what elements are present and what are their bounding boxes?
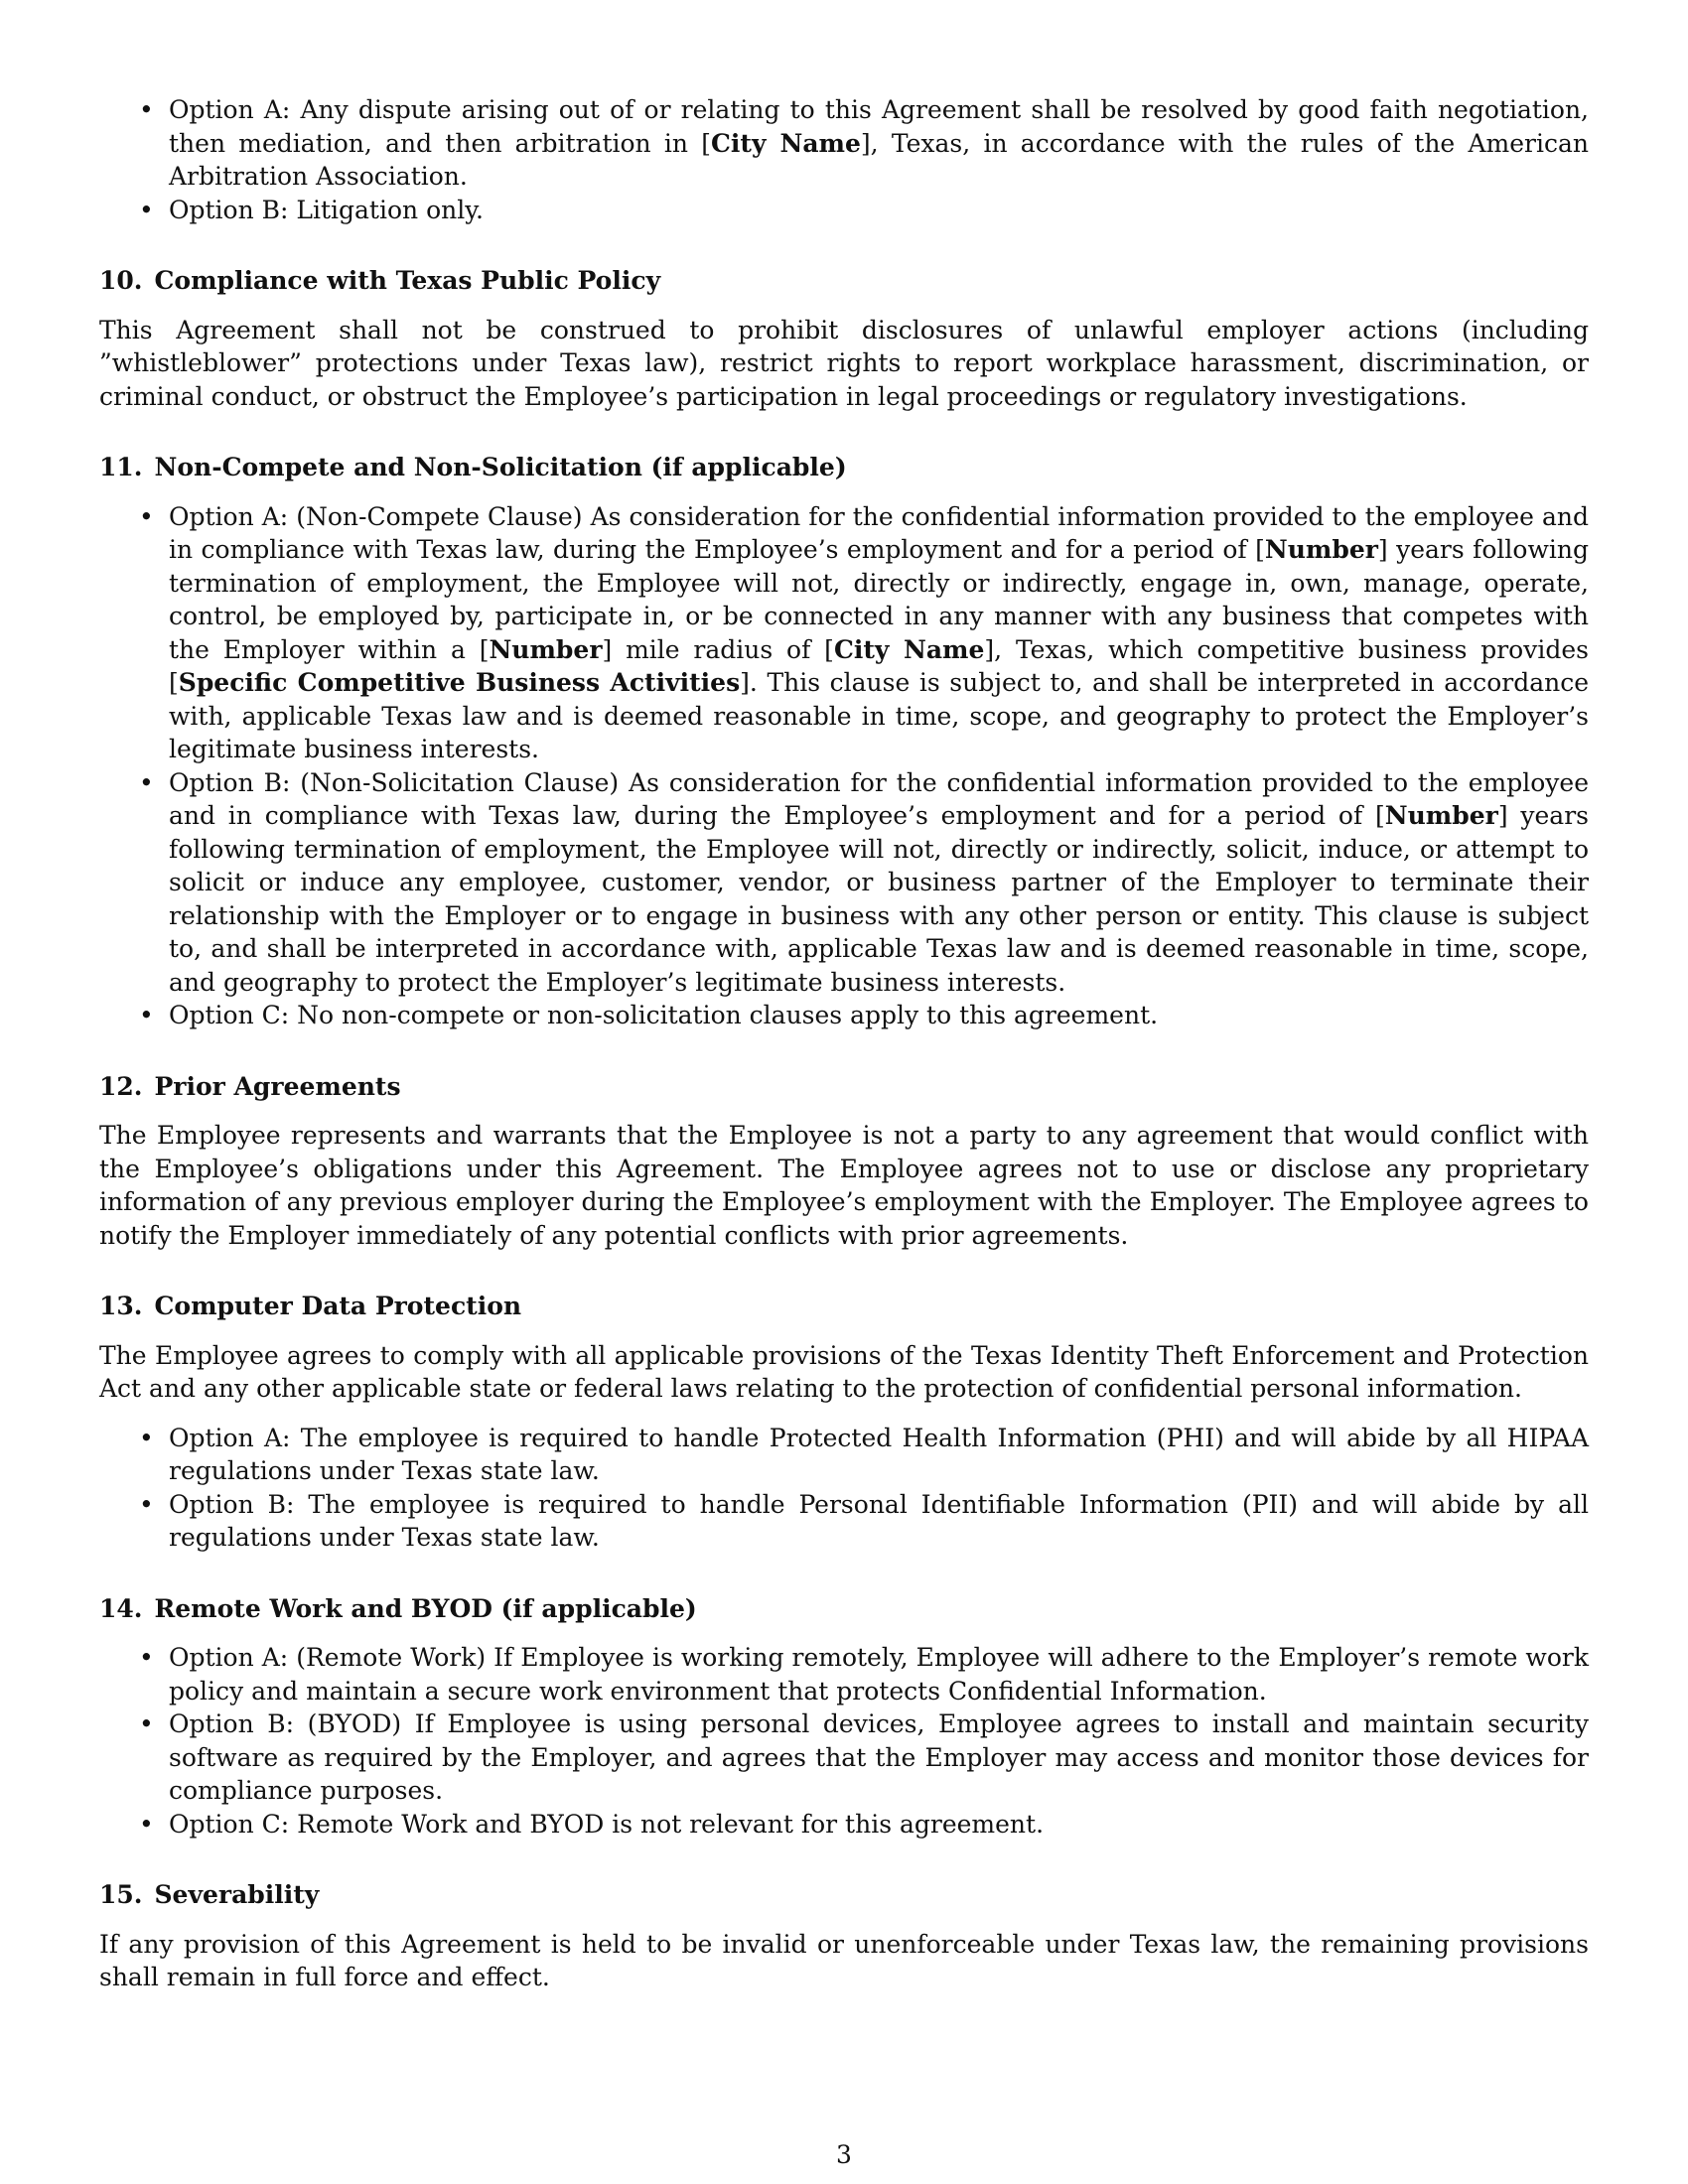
text-run: Option C: No non-compete or non-solicitation clauses apply to this agreement. (169, 1001, 1159, 1029)
text-run: ] years following termination of employment, the Employee will not, directly or indirectly, solicit, induce, or attempt to solicit or induce any employee, customer, vendor, or business partner of the Employer to terminate their relationship with the Employer or to engage in business with any other person or entity. This clause is subject to, and shall be interpreted in accordance with, applicable Texas law and is deemed reasonable in time, scope, and geography to protect the Employer’s legitimate business interests. (169, 801, 1589, 997)
section-number: 11. (99, 453, 143, 481)
text-run: Option A: (Remote Work) If Employee is working remotely, Employee will adhere to the Employer’s remote work policy and maintain a secure work environment that protects Confidential Information. (169, 1643, 1589, 1706)
text-run: ], Texas, in accordance with the rules of the American Arbitration Association. (169, 128, 1589, 191)
section-title: Computer Data Protection (154, 1292, 522, 1320)
text-run: Option B: Litigation only. (169, 195, 484, 224)
section-title: Non-Compete and Non-Solicitation (if applicable) (154, 453, 847, 481)
section-13-body: The Employee agrees to comply with all applicable provisions of the Texas Identity Theft Enforcement and Protection Act and any other applicable state or federal laws relating to the protection of confidential personal information. (99, 1340, 1589, 1403)
list-item (169, 766, 1589, 1000)
section-number: 12. (99, 1071, 143, 1101)
section-heading-14 (99, 1592, 1589, 1626)
section-number: 10. (99, 266, 143, 295)
section-number: 15. (99, 1880, 143, 1909)
list-item (169, 1808, 1589, 1842)
text-run: Option A: Any dispute arising out of or relating to this Agreement shall be resolved by good faith negotiation, then mediation, and then arbitration in [ (169, 95, 1589, 158)
text-run: Option A: (Non-Compete Clause) As consideration for the confidential information provided to the employee and in compliance with Texas law, during the Employee’s employment and for a period of [ (169, 501, 1589, 564)
text-run: ]. This clause is subject to, and shall be interpreted in accordance with, applicable Texas law and is deemed reasonable in time, scope, and geography to protect the Employer’s legitimate business interests. (169, 668, 1589, 763)
text-run: Option B: (Non-Solicitation Clause) As consideration for the confidential information provided to the employee and in compliance with Texas law, during the Employee’s employment and for a period of [ (169, 767, 1589, 830)
placeholder-number: Number (1264, 535, 1378, 564)
data-protection-options-list (99, 1422, 1589, 1555)
text-run: ] mile radius of [ (602, 634, 834, 664)
placeholder-city-name: City Name (833, 634, 985, 664)
placeholder-city-name: City Name (711, 128, 861, 158)
remote-work-options-list (99, 1641, 1589, 1841)
text-run: Option C: Remote Work and BYOD is not relevant for this agreement. (169, 1809, 1045, 1839)
placeholder-number: Number (489, 634, 603, 664)
section-title: Prior Agreements (154, 1071, 401, 1101)
text-run: Option B: (BYOD) If Employee is using personal devices, Employee agrees to install and maintain security software as required by the Employer, and agrees that the Employer may access and monitor those devices for compliance purposes. (169, 1709, 1589, 1805)
section-title: Remote Work and BYOD (if applicable) (154, 1593, 697, 1623)
list-item (169, 1641, 1589, 1707)
section-heading-11 (99, 451, 1589, 484)
arbitration-options-list (99, 93, 1589, 226)
list-item (169, 1488, 1589, 1555)
document-page (99, 93, 1589, 2010)
text-run: ] years following termination of employment, the Employee will not, directly or indirectly, engage in, own, manage, operate, control, be employed by, participate in, or be connected in any manner with any business that competes with the Employer within a [ (169, 535, 1589, 664)
section-10-body: This Agreement shall not be construed to prohibit disclosures of unlawful employer actions (including ”whistleblower” protections under Texas law), restrict rights to report workplace harassment, discrimination, or criminal conduct, or obstruct the Employee’s participation in legal proceedings or regulatory investigations. (99, 315, 1589, 411)
placeholder-business-activities: Specific Competitive Business Activities (178, 668, 741, 697)
section-heading-15 (99, 1878, 1589, 1912)
non-compete-options-list (99, 500, 1589, 1032)
section-title: Compliance with Texas Public Policy (154, 266, 661, 295)
section-15-body: If any provision of this Agreement is held to be invalid or unenforceable under Texas law, the remaining provisions shall remain in full force and effect. (99, 1929, 1589, 1991)
text-run: Option A: The employee is required to handle Protected Health Information (PHI) and will abide by all HIPAA regulations under Texas state law. (169, 1423, 1589, 1485)
list-item (169, 999, 1589, 1032)
section-title: Severability (154, 1880, 320, 1909)
list-item (169, 1422, 1589, 1488)
page-number: 3 (836, 2140, 852, 2169)
text-run: ], Texas, which competitive business provides [ (169, 634, 1589, 697)
section-heading-10 (99, 264, 1589, 298)
section-heading-13 (99, 1290, 1589, 1323)
list-item (169, 93, 1589, 194)
text-run: Option B: The employee is required to handle Personal Identifiable Information (PII) and will abide by all regulations under Texas state law. (169, 1489, 1589, 1552)
section-number: 14. (99, 1593, 143, 1623)
list-item (169, 194, 1589, 227)
placeholder-number: Number (1384, 801, 1498, 830)
section-12-body: The Employee represents and warrants that the Employee is not a party to any agreement that would conflict with the Employee’s obligations under this Agreement. The Employee agrees not to use or disclose any proprietary information of any previous employer during the Employee’s employment with the Employer. The Employee agrees to notify the Employer immediately of any potential conflicts with prior agreements. (99, 1121, 1589, 1250)
section-heading-12 (99, 1070, 1589, 1104)
section-number: 13. (99, 1292, 143, 1320)
list-item (169, 500, 1589, 766)
list-item (169, 1707, 1589, 1808)
